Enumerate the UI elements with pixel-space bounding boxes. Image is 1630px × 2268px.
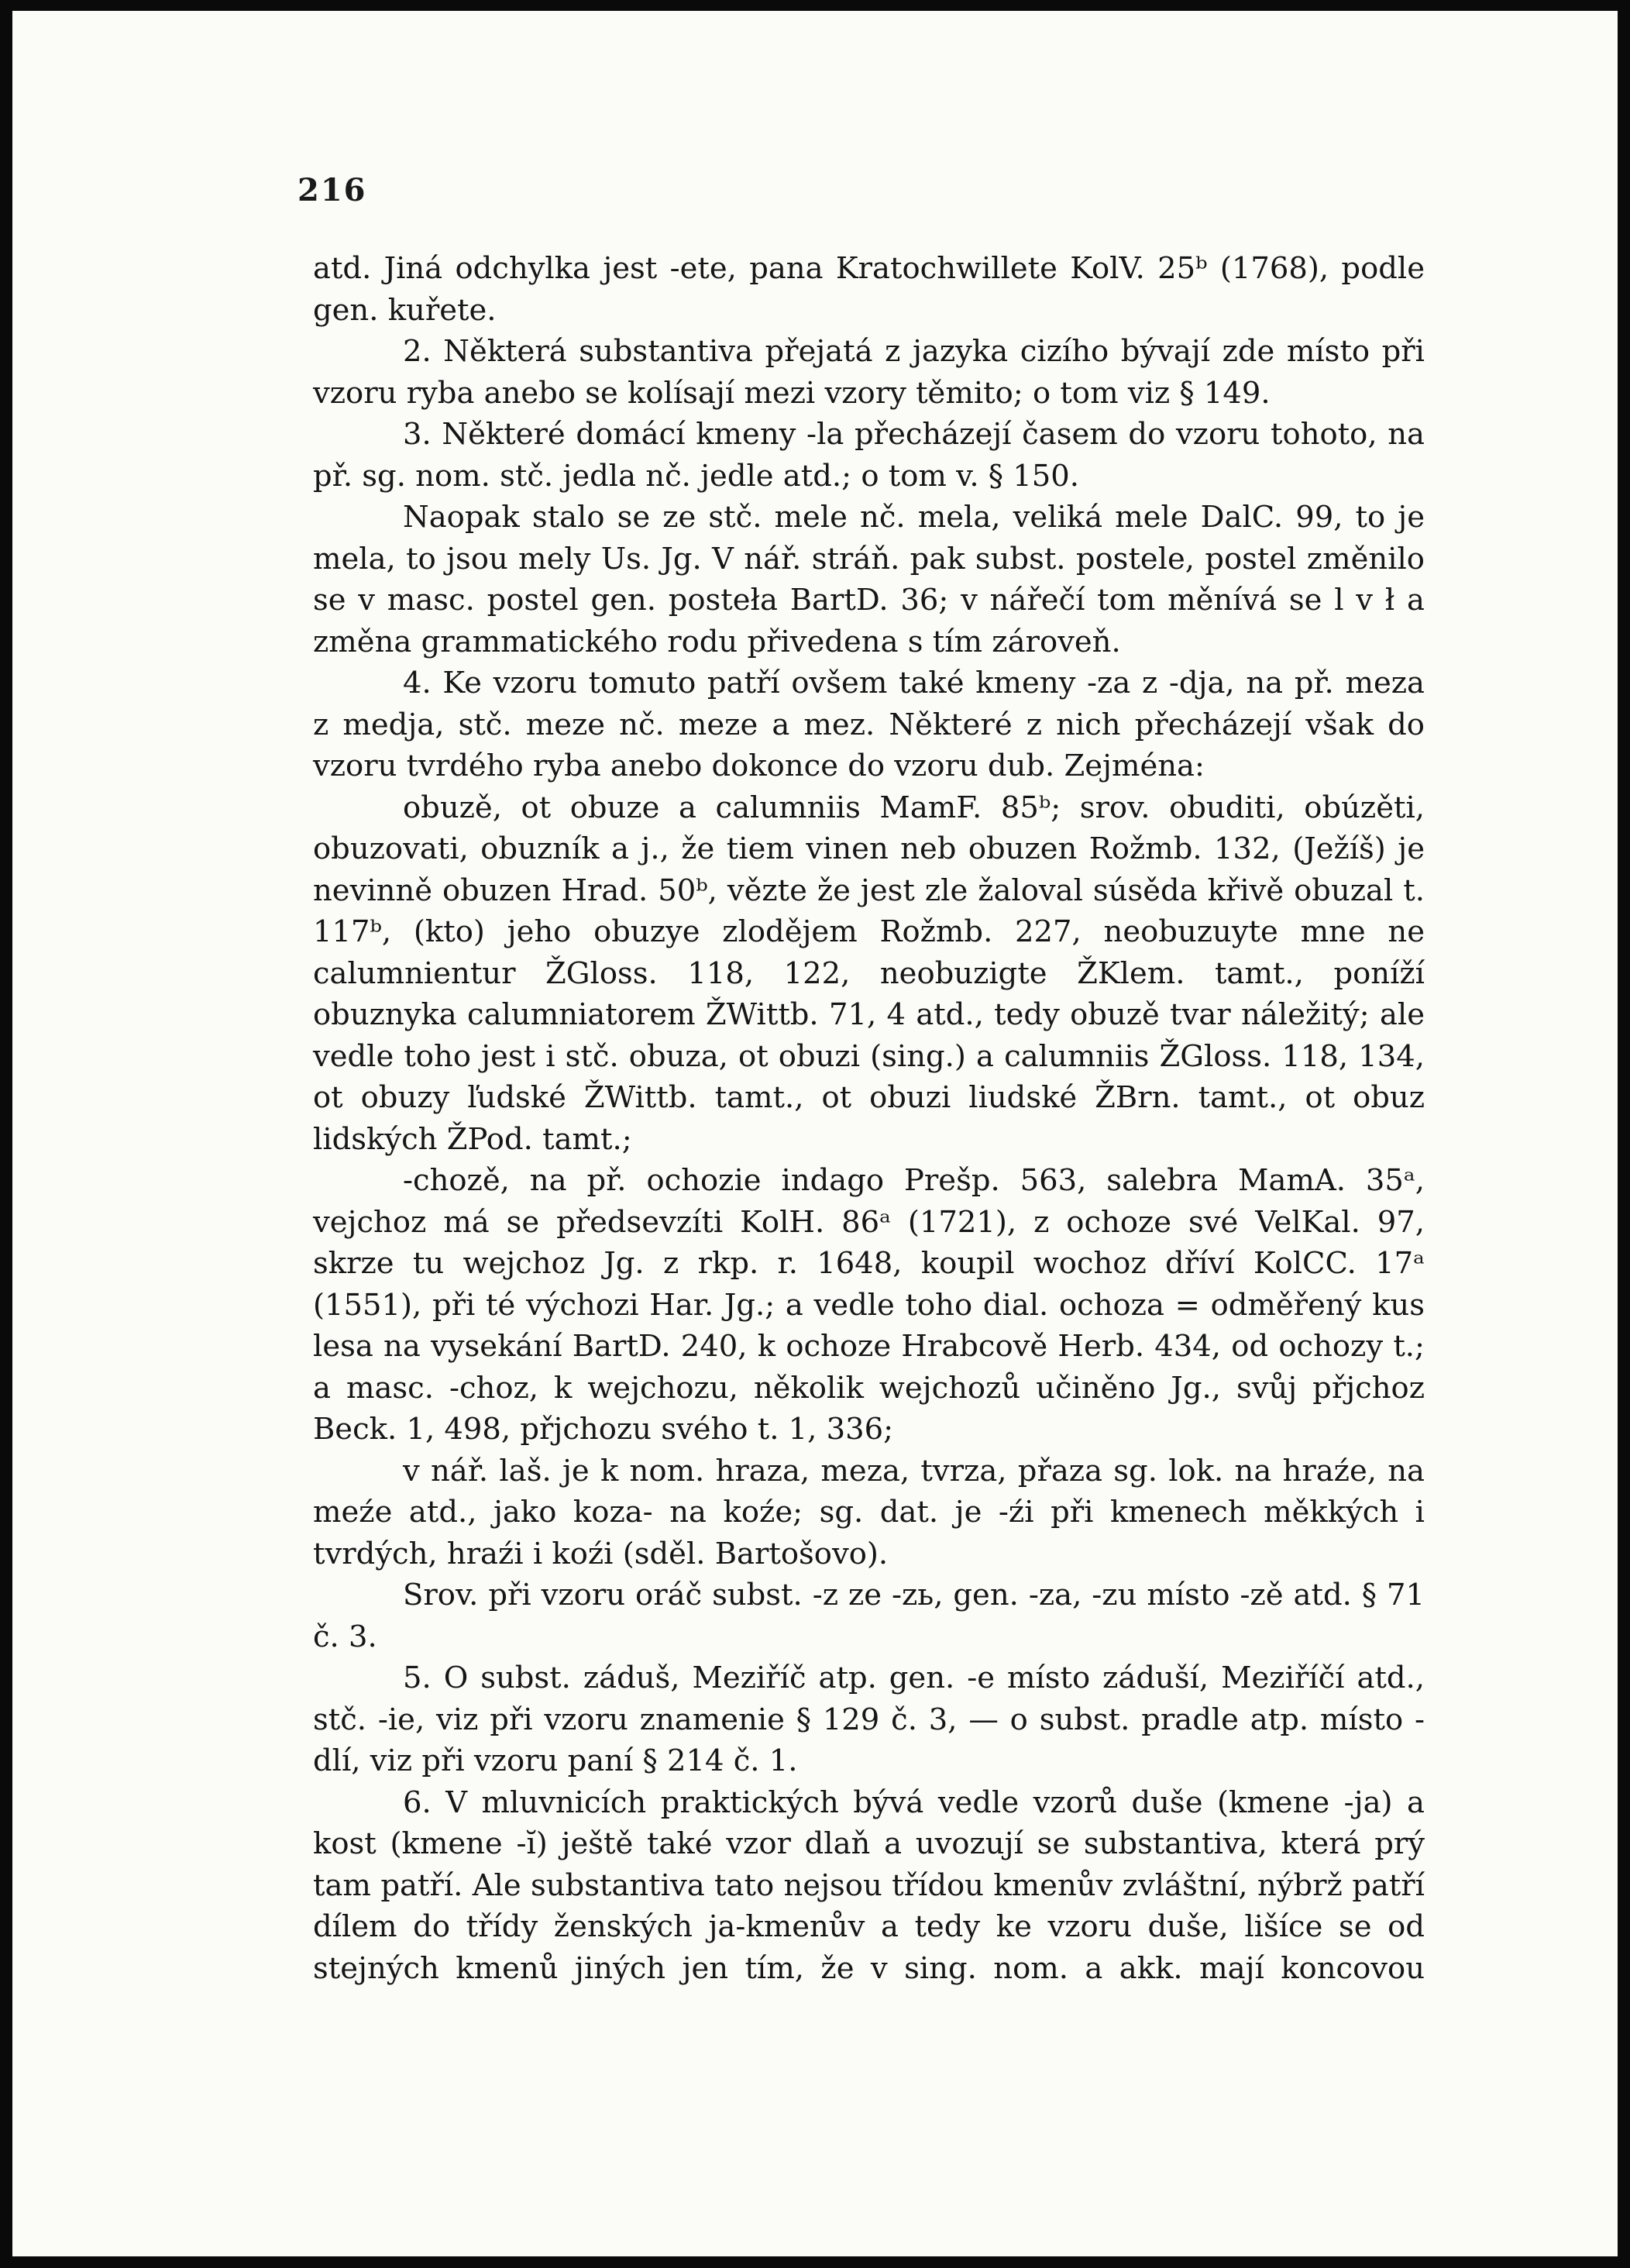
paragraph: 4. Ke vzoru tomuto patří ovšem také kmeny -za z -dja, na př. meza z medja, stč. meze nč. meze a mez. Některé z nich přecházejí však do vzoru tvrdého ryba anebo dokonce do vzoru dub. Zejména: (313, 666, 1425, 783)
paragraph: 3. Některé domácí kmeny -la přecházejí časem do vzoru tohoto, na př. sg. nom. stč. jedla nč. jedle atd.; o tom v. § 150. (313, 417, 1425, 494)
paragraph: obuzě, ot obuze a calumniis MamF. 85ᵇ; srov. obuditi, obúzěti, obuzovati, obuzník a j., že tiem vinen neb obuzen Rožmb. 132, (Ježíš) je nevinně obuzen Hrad. 50ᵇ, vězte že jest zle žaloval súsěda křivě obuzal t. 117ᵇ, (kto) jeho obuzye zlodějem Rožmb. 227, neobuzuyte mne ne calumnientur ŽGloss. 118, 122, neobuzigte ŽKlem. tamt., poníží obuznyka calumniatorem ŽWittb. 71, 4 atd., tedy obuzě tvar náležitý; ale vedle toho jest i stč. obuza, ot obuzi (sing.) a calumniis ŽGloss. 118, 134, ot obuzy ľudské ŽWittb. tamt., ot obuzi liudské ŽBrn. tamt., ot obuz lidských ŽPod. tamt.; (313, 790, 1425, 1157)
paragraph: Srov. při vzoru oráč subst. -z ze -zь, gen. -za, -zu místo -zě atd. § 71 č. 3. (313, 1578, 1425, 1654)
paragraph: -chozě, na př. ochozie indago Prešp. 563, salebra MamA. 35ᵃ, vejchoz má se předsevzíti KolH. 86ᵃ (1721), z ochoze své VelKal. 97, skrze tu wejchoz Jg. z rkp. r. 1648, koupil wochoz dříví KolCC. 17ᵃ (1551), při té výchozi Har. Jg.; a vedle toho dial. ochoza = odměřený kus lesa na vysekání BartD. 240, k ochoze Hrabcově Herb. 434, od ochozy t.; a masc. -choz, k wejchozu, několik wejchozů učiněno Jg., svůj přjchoz Beck. 1, 498, přjchozu svého t. 1, 336; (313, 1163, 1425, 1447)
paragraph: 5. O subst. záduš, Meziříč atp. gen. -e místo záduší, Meziříčí atd., stč. -ie, viz při vzoru znamenie § 129 č. 3, — o subst. pradle atp. místo -dlí, viz při vzoru paní § 214 č. 1. (313, 1661, 1425, 1778)
page-number: 216 (297, 172, 367, 208)
paragraph: 2. Některá substantiva přejatá z jazyka cizího bývají zde místo při vzoru ryba anebo se kolísají mezi vzory těmito; o tom viz § 149. (313, 334, 1425, 411)
paragraph: v nář. laš. je k nom. hraza, meza, tvrza, přaza sg. lok. na hraźe, na meźe atd., jako koza- na koźe; sg. dat. je -źi při kmenech měkkých i tvrdých, hraźi i koźi (sděl. Bartošovo). (313, 1453, 1425, 1571)
book-page (12, 11, 1618, 2256)
paragraph: 6. V mluvnicích praktických bývá vedle vzorů duše (kmene -ja) a kost (kmene -ĭ) ještě také vzor dlaň a uvozují se substantiva, která prý tam patří. Ale substantiva tato nejsou třídou kmenův zvláštní, nýbrž patří dílem do třídy ženských ja-kmenův a tedy ke vzoru duše, lišíce se od stejných kmenů jiných jen tím, že v sing. nom. a akk. mají koncovou (313, 1784, 1425, 1986)
paragraph: atd. Jiná odchylka jest -ete, pana Kratochwillete KolV. 25ᵇ (1768), podle gen. kuřete. (313, 251, 1425, 328)
body-text (313, 248, 1425, 1989)
paragraph: Naopak stalo se ze stč. mele nč. mela, veliká mele DalC. 99, to je mela, to jsou mely Us. Jg. V nář. stráň. pak subst. postele, postel změnilo se v masc. postel gen. posteła BartD. 36; v nářečí tom měnívá se l v ł a změna grammatického rodu přivedena s tím zároveň. (313, 500, 1425, 659)
